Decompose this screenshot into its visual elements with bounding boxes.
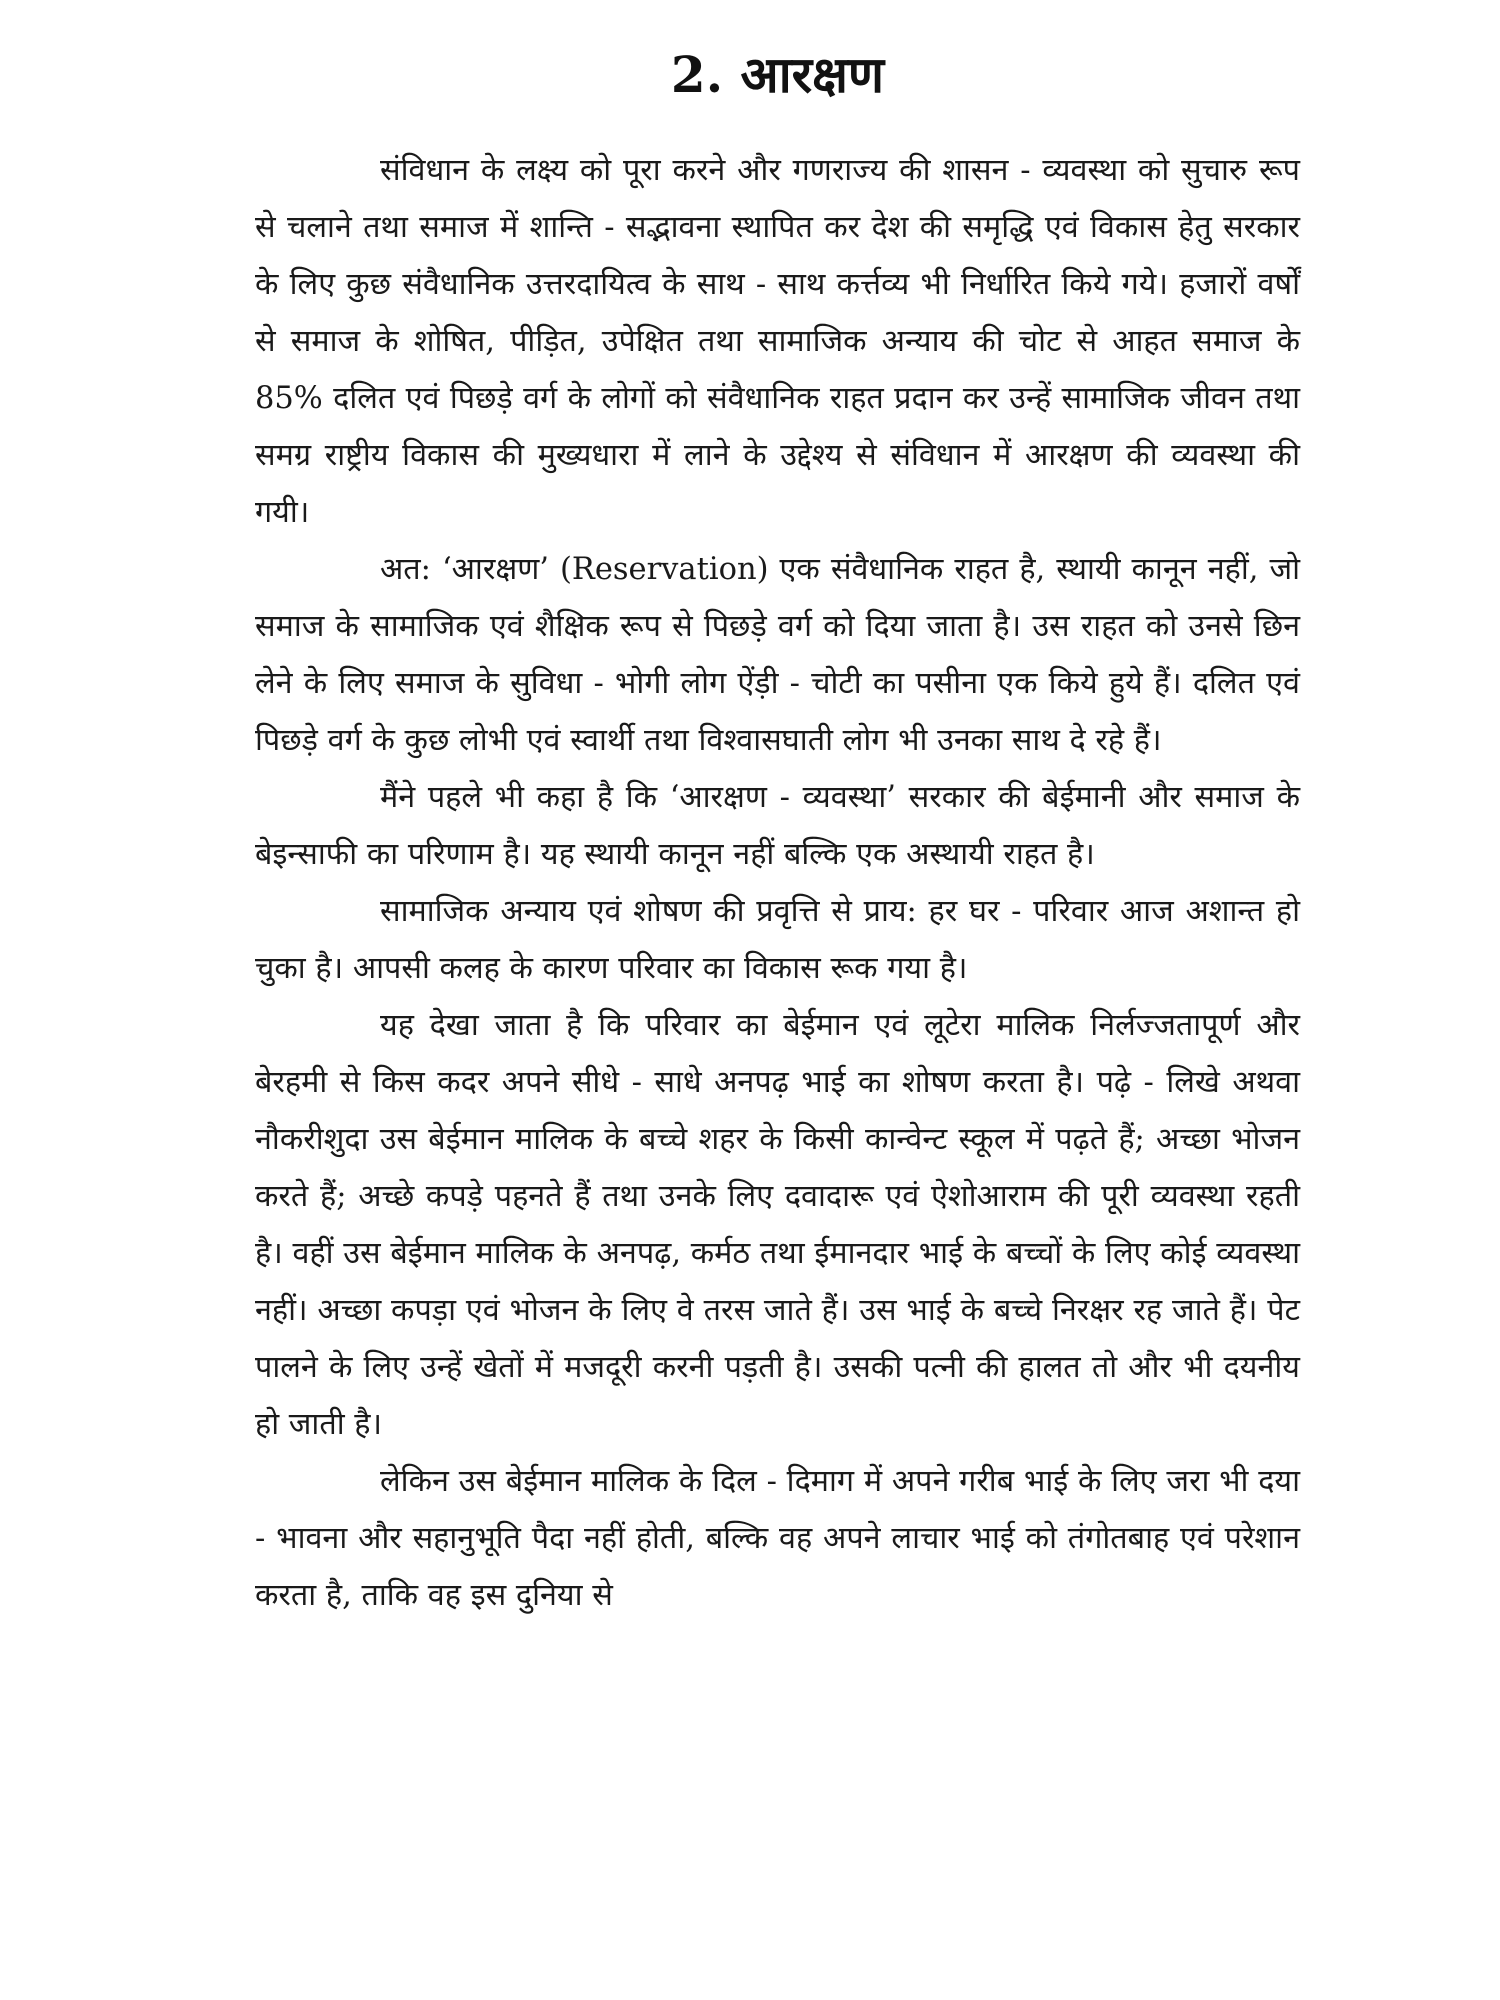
paragraph-4: सामाजिक अन्याय एवं शोषण की प्रवृत्ति से प्राय: हर घर - परिवार आज अशान्त हो चुका है। आपसी कलह के कारण परिवार का विकास रूक गया है। [255,894,1300,986]
chapter-title: 2. आरक्षण [670,45,885,104]
paragraph-1: संविधान के लक्ष्य को पूरा करने और गणराज्य की शासन - व्यवस्था को सुचारु रूप से चलाने तथा समाज में शान्ति - सद्भावना स्थापित कर देश की समृद्धि एवं विकास हेतु सरकार के लिए कुछ संवैधानिक उत्तरदायित्व के साथ - साथ कर्त्तव्य भी निर्धारित किये गये। हजारों वर्षों से समाज के शोषित, पीड़ित, उपेक्षित तथा सामाजिक अन्याय की चोट से आहत समाज के 85% दलित एवं पिछड़े वर्ग के लोगों को संवैधानिक राहत प्रदान कर उन्हें सामाजिक जीवन तथा समग्र राष्ट्रीय विकास की मुख्यधारा में लाने के उद्देश्य से संविधान में आरक्षण की व्यवस्था की गयी। [255,153,1300,530]
paragraph-2: अत: ‘आरक्षण’ (Reservation) एक संवैधानिक राहत है, स्थायी कानून नहीं, जो समाज के सामाजिक एवं शैक्षिक रूप से पिछड़े वर्ग को दिया जाता है। उस राहत को उनसे छिन लेने के लिए समाज के सुविधा - भोगी लोग ऐंड़ी - चोटी का पसीना एक किये हुये हैं। दलित एवं पिछड़े वर्ग के कुछ लोभी एवं स्वार्थी तथा विश्वासघाती लोग भी उनका साथ दे रहे हैं। [255,552,1300,758]
paragraph-3: मैंने पहले भी कहा है कि ‘आरक्षण - व्यवस्था’ सरकार की बेईमानी और समाज के बेइन्साफी का परिणाम है। यह स्थायी कानून नहीं बल्कि एक अस्थायी राहत है। [255,780,1300,872]
paragraph-6: लेकिन उस बेईमान मालिक के दिल - दिमाग में अपने गरीब भाई के लिए जरा भी दया - भावना और सहानुभूति पैदा नहीं होती, बल्कि वह अपने लाचार भाई को तंगोतबाह एवं परेशान करता है, ताकि वह इस दुनिया से [255,1464,1300,1613]
paragraph-5: यह देखा जाता है कि परिवार का बेईमान एवं लूटेरा मालिक निर्लज्जतापूर्ण और बेरहमी से किस कदर अपने सीधे - साधे अनपढ़ भाई का शोषण करता है। पढ़े - लिखे अथवा नौकरीशुदा उस बेईमान मालिक के बच्चे शहर के किसी कान्वेन्ट स्कूल में पढ़ते हैं; अच्छा भोजन करते हैं; अच्छे कपड़े पहनते हैं तथा उनके लिए दवादारू एवं ऐशोआराम की पूरी व्यवस्था रहती है। वहीं उस बेईमान मालिक के अनपढ़, कर्मठ तथा ईमानदार भाई के बच्चों के लिए कोई व्यवस्था नहीं। अच्छा कपड़ा एवं भोजन के लिए वे तरस जाते हैं। उस भाई के बच्चे निरक्षर रह जाते हैं। पेट पालने के लिए उन्हें खेतों में मजदूरी करनी पड़ती है। उसकी पत्नी की हालत तो और भी दयनीय हो जाती है। [255,1008,1300,1442]
